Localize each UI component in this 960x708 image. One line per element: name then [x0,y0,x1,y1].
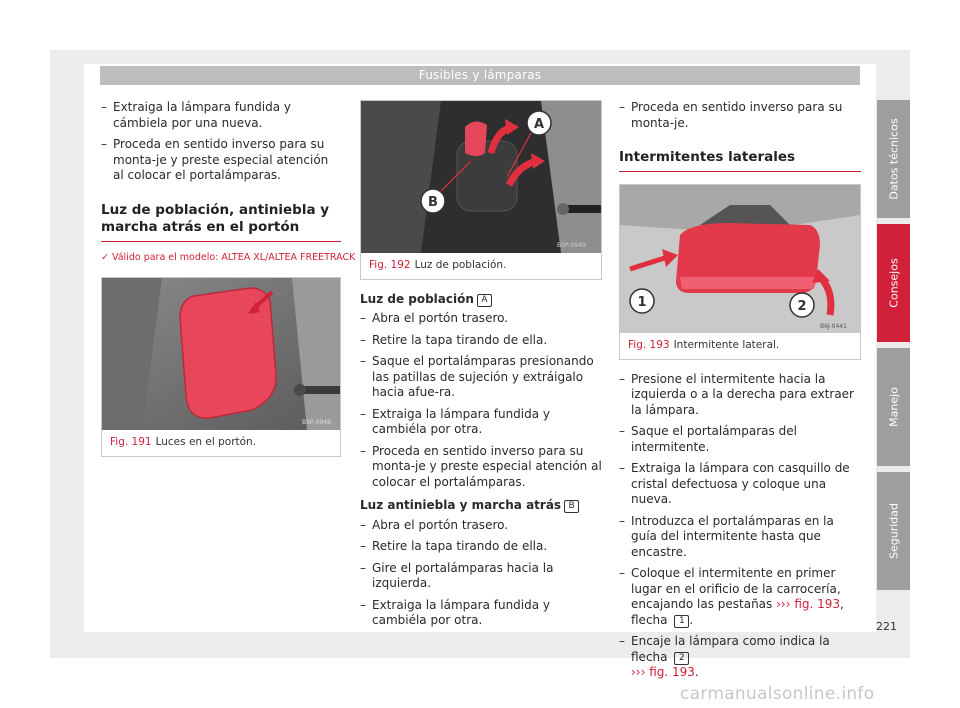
list-item: – Extraiga la lámpara fundida y cambiéla por otra. [360,407,602,438]
check-icon: ✓ [101,251,109,263]
figure-caption [361,253,601,279]
list-item: – Proceda en sentido inverso para su monta-je. [619,100,861,131]
caption-text: Luz de población. [414,259,507,271]
figure-link[interactable]: ››› fig. 193 [776,597,841,611]
list-item: – Abra el portón trasero. [360,311,602,327]
indicator-photo [620,185,860,333]
subheading-antiniebla [360,498,602,514]
column-1 [101,100,356,469]
list-item: – Retire la tapa tirando de ella. [360,333,602,349]
caption-text: Luces en el portón. [155,436,257,448]
figure-caption [102,430,340,456]
section-title: Intermitentes laterales [619,149,861,172]
figure-link[interactable]: ››› fig. 193 [631,665,695,679]
label-badge: B [564,500,579,513]
instruction-list [619,100,861,131]
page-header: Fusibles y lámparas [100,66,860,85]
indicator-illustration [620,185,860,333]
callout-a: A [533,117,545,132]
label-badge: 2 [674,652,689,665]
list-item: – Saque el portalámparas presionando las patillas de sujeción y extráigalo hacia afue-ra. [360,354,602,401]
tailgate-photo [102,278,340,430]
subheading-text: Luz de población [360,291,474,306]
page-number: 221 [876,620,897,633]
figure-number: Fig. 192 [369,259,411,271]
subheading-luz-poblacion [360,292,602,308]
subheading-text: Luz antiniebla y marcha atrás [360,498,562,512]
column-3 [619,100,861,687]
sidetab-label: Seguridad [887,503,900,559]
list-item: – Gire el portalámparas hacia la izquierda. [360,561,602,592]
instruction-list [101,100,341,184]
item-text: , flecha [631,597,844,627]
model-validity-note [101,250,356,266]
list-item: – Proceda en sentido inverso para su monta-je y preste especial atención al colocar el portalámparas. [101,137,341,184]
watermark: carmanualsonline.info [680,684,875,704]
list-item [619,566,861,628]
list-item: – Abra el portón trasero. [360,518,602,534]
list-item: – Saque el portalámparas del intermitente. [619,424,861,455]
figure-code: B5P-0948 [302,419,331,426]
sidetab-consejos[interactable] [877,224,910,342]
callout-b: B [428,195,438,210]
callout-1: 1 [637,295,647,310]
callout-2: 2 [797,299,807,314]
list-item: – Introduzca el portalámparas en la guía del intermitente hasta que encastre. [619,514,861,561]
figure-code: B5P-0949 [557,242,586,249]
sidetab-manejo[interactable] [877,348,910,466]
figure-193 [619,184,861,360]
list-item: – Extraiga la lámpara fundida y cambiéla por otra. [360,598,602,629]
column-2 [360,100,602,635]
sidetab-seguridad[interactable] [877,472,910,590]
item-text: . [694,665,699,679]
list-item: – Proceda en sentido inverso para su monta-je y preste especial atención al colocar el portalámparas. [360,444,602,491]
figure-191 [101,277,341,457]
section-title: Luz de población, antiniebla y marcha atrás en el portón [101,202,341,242]
label-badge: A [477,294,492,307]
label-badge: 1 [674,615,689,628]
instruction-list [619,372,861,681]
list-item: – Extraiga la lámpara fundida y cámbiela por una nueva. [101,100,341,131]
lamp-illustration [361,101,601,253]
list-item: – Extraiga la lámpara con casquillo de cristal defectuosa y coloque una nueva. [619,461,861,508]
sidetab-label: Manejo [887,387,900,427]
figure-number: Fig. 191 [110,436,152,448]
figure-code: B6J-0441 [820,323,847,330]
item-text: . [689,612,694,627]
sidetab-datos-tecnicos[interactable] [877,100,910,218]
sidetab-label: Datos técnicos [887,118,900,200]
list-item: – Retire la tapa tirando de ella. [360,539,602,555]
instruction-list [360,311,602,490]
figure-caption [620,333,860,359]
instruction-list [360,518,602,629]
list-item [619,634,861,681]
item-text: Coloque el intermitente en primer lugar en el orificio de la carrocería, encajando las pestañas [631,566,841,611]
validity-text: Válido para el modelo: ALTEA XL/ALTEA FREETRACK [111,251,356,263]
lamp-photo [361,101,601,253]
figure-number: Fig. 193 [628,339,670,351]
figure-192 [360,100,602,280]
list-item: – Presione el intermitente hacia la izquierda o a la derecha para extraer la lámpara. [619,372,861,419]
caption-text: Intermitente lateral. [673,339,780,351]
item-text: Encaje la lámpara como indica la flecha [631,634,830,664]
tailgate-illustration [102,278,340,430]
sidetab-label: Consejos [887,258,900,308]
